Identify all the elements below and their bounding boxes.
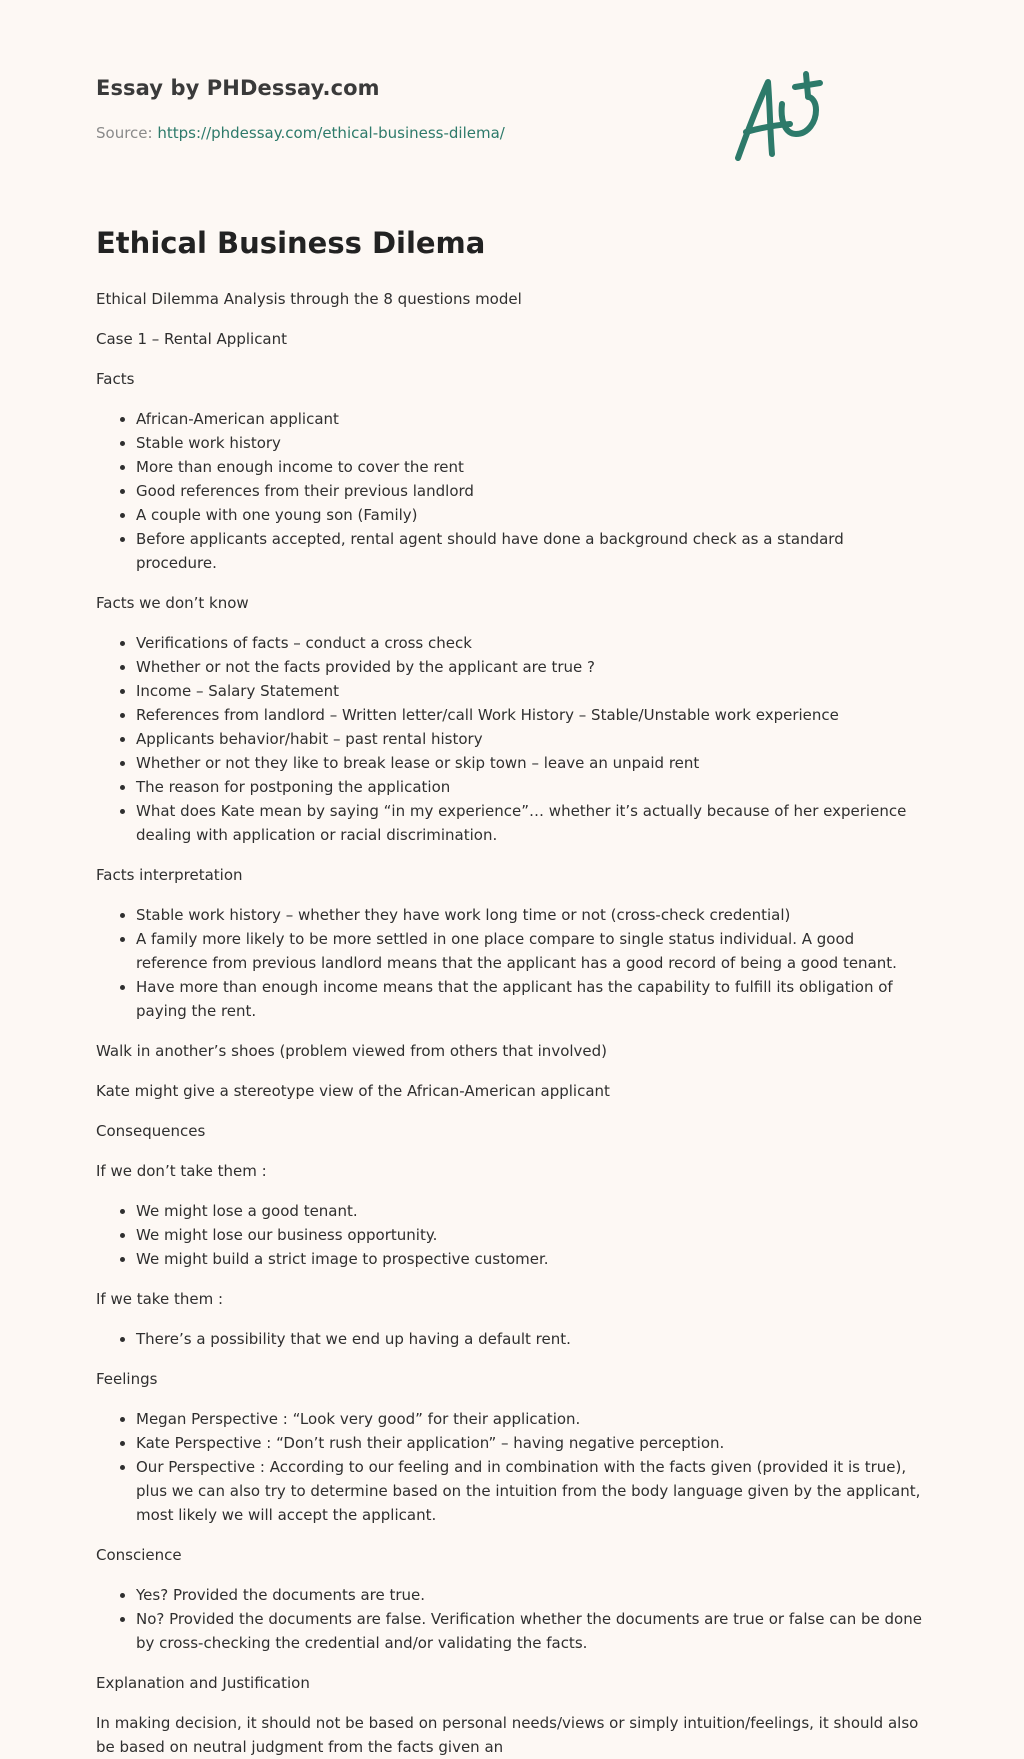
paragraph: In making decision, it should not be based on personal needs/views or simply intuition/feelings, it should also be based on neutral judgment from the facts given an: [96, 1713, 919, 1756]
list-item: • Before applicants accepted, rental agent should have done a background check as a standard procedure.: [136, 527, 928, 575]
list-item: • Whether or not the facts provided by the applicant are true ?: [136, 655, 928, 679]
paragraph: If we don’t take them :: [96, 1161, 267, 1180]
bullet-list: [96, 1583, 928, 1655]
list-item: • Good references from their previous landlord: [136, 479, 928, 503]
list-item: • There’s a possibility that we end up having a default rent.: [136, 1327, 928, 1351]
paragraph: Kate might give a stereotype view of the African-American applicant: [96, 1081, 610, 1100]
list-item: • The reason for postponing the application: [136, 775, 928, 799]
paragraph: Consequences: [96, 1121, 206, 1140]
paragraph: Ethical Dilemma Analysis through the 8 questions model: [96, 289, 522, 308]
paragraph: Facts: [96, 369, 135, 388]
list-item: • Applicants behavior/habit – past rental history: [136, 727, 928, 751]
list-item: • Whether or not they like to break lease or skip town – leave an unpaid rent: [136, 751, 928, 775]
source-link[interactable]: https://phdessay.com/ethical-business-dilema/: [157, 124, 505, 142]
list-item: • We might lose our business opportunity.: [136, 1223, 928, 1247]
paragraph: If we take them :: [96, 1289, 224, 1308]
list-item: • Verifications of facts – conduct a cross check: [136, 631, 928, 655]
list-item: • More than enough income to cover the rent: [136, 455, 928, 479]
bullet-list: [96, 631, 928, 847]
paragraph: Case 1 – Rental Applicant: [96, 329, 288, 348]
bullet-list: [96, 1327, 928, 1351]
list-item: • African-American applicant: [136, 407, 928, 431]
list-item: • A couple with one young son (Family): [136, 503, 928, 527]
bullet-list: [96, 407, 928, 575]
bullet-list: [96, 903, 928, 1023]
document-body: [96, 287, 928, 1759]
site-title: Essay by PHDessay.com: [96, 76, 380, 100]
paragraph: Feelings: [96, 1369, 158, 1388]
list-item: • Our Perspective : According to our feeling and in combination with the facts given (provided it is true), plus we can also try to determine based on the intuition from the body language given by the applicant, most likely we will accept the applicant.: [136, 1455, 928, 1527]
list-item: • We might lose a good tenant.: [136, 1199, 928, 1223]
paragraph: Conscience: [96, 1545, 182, 1564]
source-line: [96, 124, 505, 142]
document-title: Ethical Business Dilema: [96, 226, 486, 260]
bullet-list: [96, 1199, 928, 1271]
paragraph: Facts we don’t know: [96, 593, 249, 612]
list-item: • Have more than enough income means that the applicant has the capability to fulfill its obligation of paying the rent.: [136, 975, 928, 1023]
list-item: • What does Kate mean by saying “in my experience”… whether it’s actually because of her experience dealing with application or racial discrimination.: [136, 799, 928, 847]
paragraph: Walk in another’s shoes (problem viewed from others that involved): [96, 1041, 608, 1060]
list-item: • A family more likely to be more settled in one place compare to single status individual. A good reference from previous landlord means that the applicant has a good record of being a good tenant.: [136, 927, 928, 975]
list-item: • Stable work history – whether they have work long time or not (cross-check credential): [136, 903, 928, 927]
source-label: Source:: [96, 124, 153, 142]
a-plus-logo-icon: [726, 70, 832, 166]
list-item: • Megan Perspective : “Look very good” for their application.: [136, 1407, 928, 1431]
list-item: • We might build a strict image to prospective customer.: [136, 1247, 928, 1271]
paragraph: Explanation and Justification: [96, 1673, 310, 1692]
list-item: • Stable work history: [136, 431, 928, 455]
list-item: • No? Provided the documents are false. Verification whether the documents are true or false can be done by cross-checking the credential and/or validating the facts.: [136, 1607, 928, 1655]
list-item: • Yes? Provided the documents are true.: [136, 1583, 928, 1607]
page-header: [96, 0, 928, 188]
paragraph: Facts interpretation: [96, 865, 243, 884]
list-item: • Income – Salary Statement: [136, 679, 928, 703]
list-item: • Kate Perspective : “Don’t rush their application” – having negative perception.: [136, 1431, 928, 1455]
list-item: • References from landlord – Written letter/call Work History – Stable/Unstable work experience: [136, 703, 928, 727]
bullet-list: [96, 1407, 928, 1527]
